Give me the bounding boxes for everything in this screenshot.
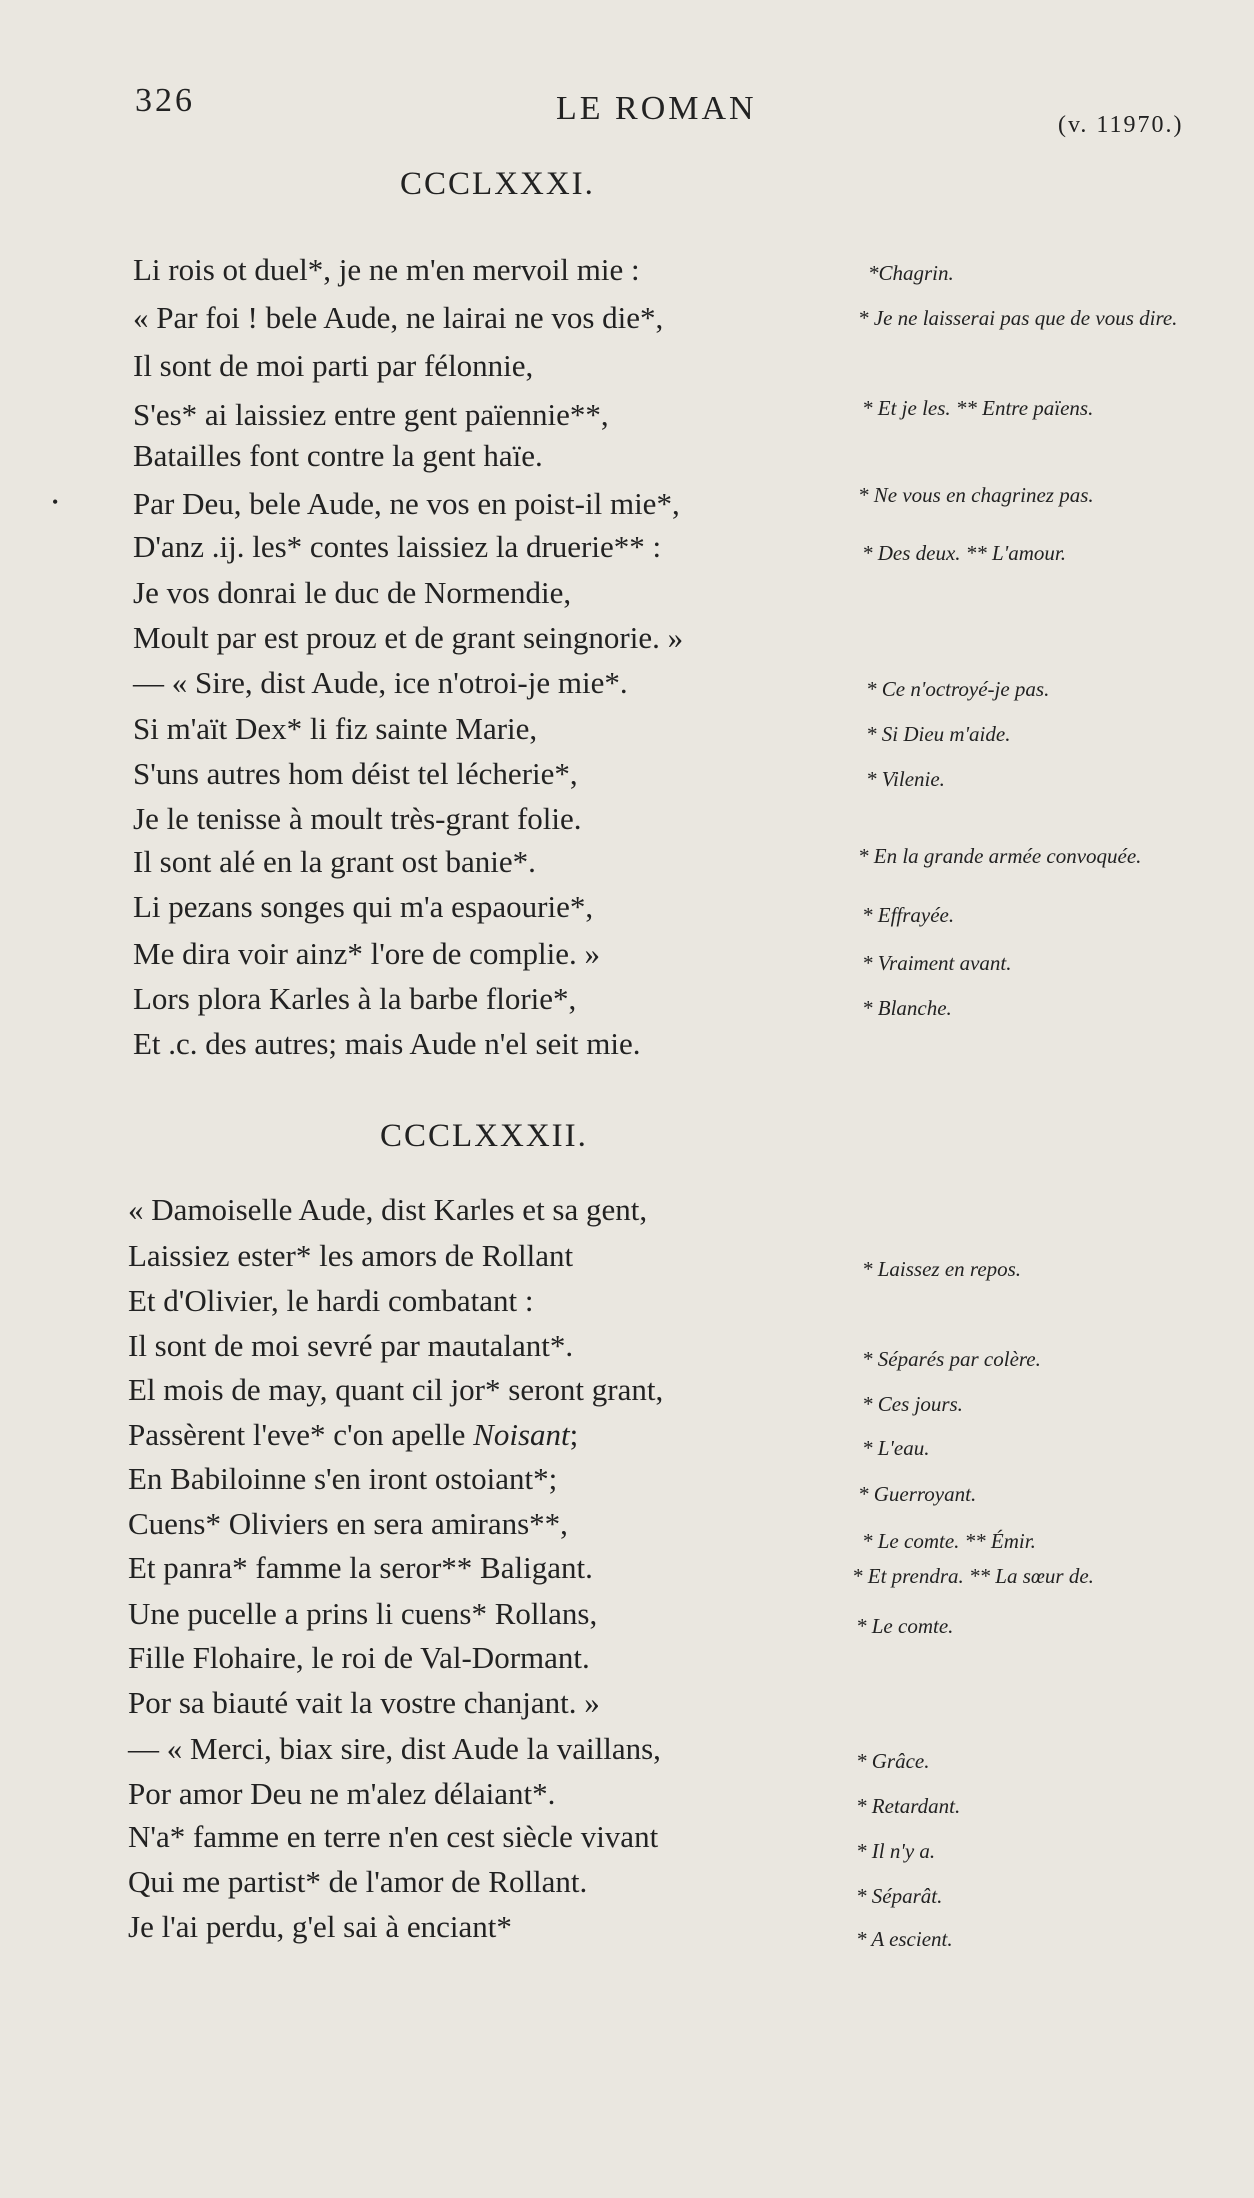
stanza-title: CCCLXXXI. (400, 166, 595, 202)
place-name: Noisant (473, 1417, 570, 1452)
verse-line: Me dira voir ainz* l'ore de complie. » (133, 936, 600, 971)
gloss-note: * Je ne laisserai pas que de vous dire. (858, 306, 1178, 330)
verse-line: Laissiez ester* les amors de Rollant (128, 1238, 574, 1273)
gloss-note: * Ne vous en chagrinez pas. (858, 483, 1094, 507)
verse-line: S'es* ai laissiez entre gent païennie**, (133, 397, 609, 432)
verse-line: Je vos donrai le duc de Normendie, (133, 575, 572, 610)
verse-line: D'anz .ij. les* contes laissiez la druerie** : (133, 529, 662, 564)
verse-line: Il sont de moi sevré par mautalant*. (128, 1328, 574, 1363)
gloss-note: * Et je les. ** Entre païens. (862, 396, 1094, 420)
gloss-note: *Chagrin. (868, 261, 954, 285)
verse-line: Fille Flohaire, le roi de Val-Dormant. (128, 1640, 590, 1675)
verse-line: « Damoiselle Aude, dist Karles et sa gent, (128, 1192, 648, 1227)
verse-line: « Par foi ! bele Aude, ne lairai ne vos die*, (133, 300, 664, 335)
verse-line: Por amor Deu ne m'alez délaiant*. (128, 1776, 556, 1811)
gloss-note: * Vilenie. (866, 767, 945, 791)
verse-line: Qui me partist* de l'amor de Rollant. (128, 1864, 588, 1899)
gloss-note: * Retardant. (856, 1794, 961, 1818)
gloss-note: * Laissez en repos. (862, 1257, 1022, 1281)
page-number: 326 (135, 82, 195, 119)
verse-line: Cuens* Oliviers en sera amirans**, (128, 1506, 568, 1541)
gloss-note: * Le comte. (856, 1614, 954, 1638)
verse-line: El mois de may, quant cil jor* seront grant, (128, 1372, 664, 1407)
verse-reference: (v. 11970.) (1058, 112, 1184, 138)
gloss-note: * Le comte. ** Émir. (862, 1529, 1036, 1553)
verse-line: Por sa biauté vait la vostre chanjant. » (128, 1685, 600, 1720)
stanza-title: CCCLXXXII. (380, 1118, 588, 1154)
verse-line: Li pezans songes qui m'a espaourie*, (133, 889, 594, 924)
verse-line: Il sont alé en la grant ost banie*. (133, 844, 536, 879)
gloss-note: * En la grande armée convoquée. (858, 844, 1142, 868)
verse-line: — « Merci, biax sire, dist Aude la vaillans, (128, 1731, 661, 1766)
verse-line (128, 1415, 578, 1455)
running-title: LE ROMAN (556, 90, 757, 127)
gloss-note: * L'eau. (862, 1436, 930, 1460)
verse-line: Je l'ai perdu, g'el sai à enciant* (128, 1909, 512, 1944)
verse-line: Batailles font contre la gent haïe. (133, 438, 543, 473)
gloss-note: * Vraiment avant. (862, 951, 1012, 975)
gloss-note: * Si Dieu m'aide. (866, 722, 1011, 746)
gloss-note: * Séparât. (856, 1884, 943, 1908)
verse-text: Passèrent l'eve* c'on apelle (128, 1417, 474, 1452)
gloss-note: * Il n'y a. (856, 1839, 936, 1863)
gloss-note: * Et prendra. ** La sœur de. (852, 1564, 1094, 1588)
gloss-note: * A escient. (856, 1927, 953, 1951)
gloss-note: * Séparés par colère. (862, 1347, 1041, 1371)
verse-text: ; (569, 1417, 579, 1452)
verse-line: Et d'Olivier, le hardi combatant : (128, 1283, 534, 1318)
gloss-note: * Effrayée. (862, 903, 955, 927)
verse-line: — « Sire, dist Aude, ice n'otroi-je mie*. (133, 665, 628, 700)
verse-line: Une pucelle a prins li cuens* Rollans, (128, 1596, 598, 1631)
verse-line: Lors plora Karles à la barbe florie*, (133, 981, 577, 1016)
verse-line: Et panra* famme la seror** Baligant. (128, 1550, 593, 1585)
margin-dot: • (52, 492, 59, 512)
verse-line: En Babiloinne s'en iront ostoiant*; (128, 1461, 558, 1496)
gloss-note: * Ce n'octroyé-je pas. (866, 677, 1050, 701)
verse-line: S'uns autres hom déist tel lécherie*, (133, 756, 578, 791)
gloss-note: * Blanche. (862, 996, 952, 1020)
verse-line: Si m'aït Dex* li fiz sainte Marie, (133, 711, 538, 746)
gloss-note: * Des deux. ** L'amour. (862, 541, 1066, 565)
verse-line: Moult par est prouz et de grant seingnorie. » (133, 620, 684, 655)
verse-line: Il sont de moi parti par félonnie, (133, 348, 534, 383)
verse-line: Li rois ot duel*, je ne m'en mervoil mie : (133, 252, 640, 287)
verse-line: Je le tenisse à moult très-grant folie. (133, 801, 582, 836)
gloss-note: * Ces jours. (862, 1392, 963, 1416)
verse-line: N'a* famme en terre n'en cest siècle vivant (128, 1819, 659, 1854)
verse-line: Et .c. des autres; mais Aude n'el seit mie. (133, 1026, 641, 1061)
verse-line: Par Deu, bele Aude, ne vos en poist-il mie*, (133, 486, 680, 521)
gloss-note: * Guerroyant. (858, 1482, 977, 1506)
gloss-note: * Grâce. (856, 1749, 930, 1773)
